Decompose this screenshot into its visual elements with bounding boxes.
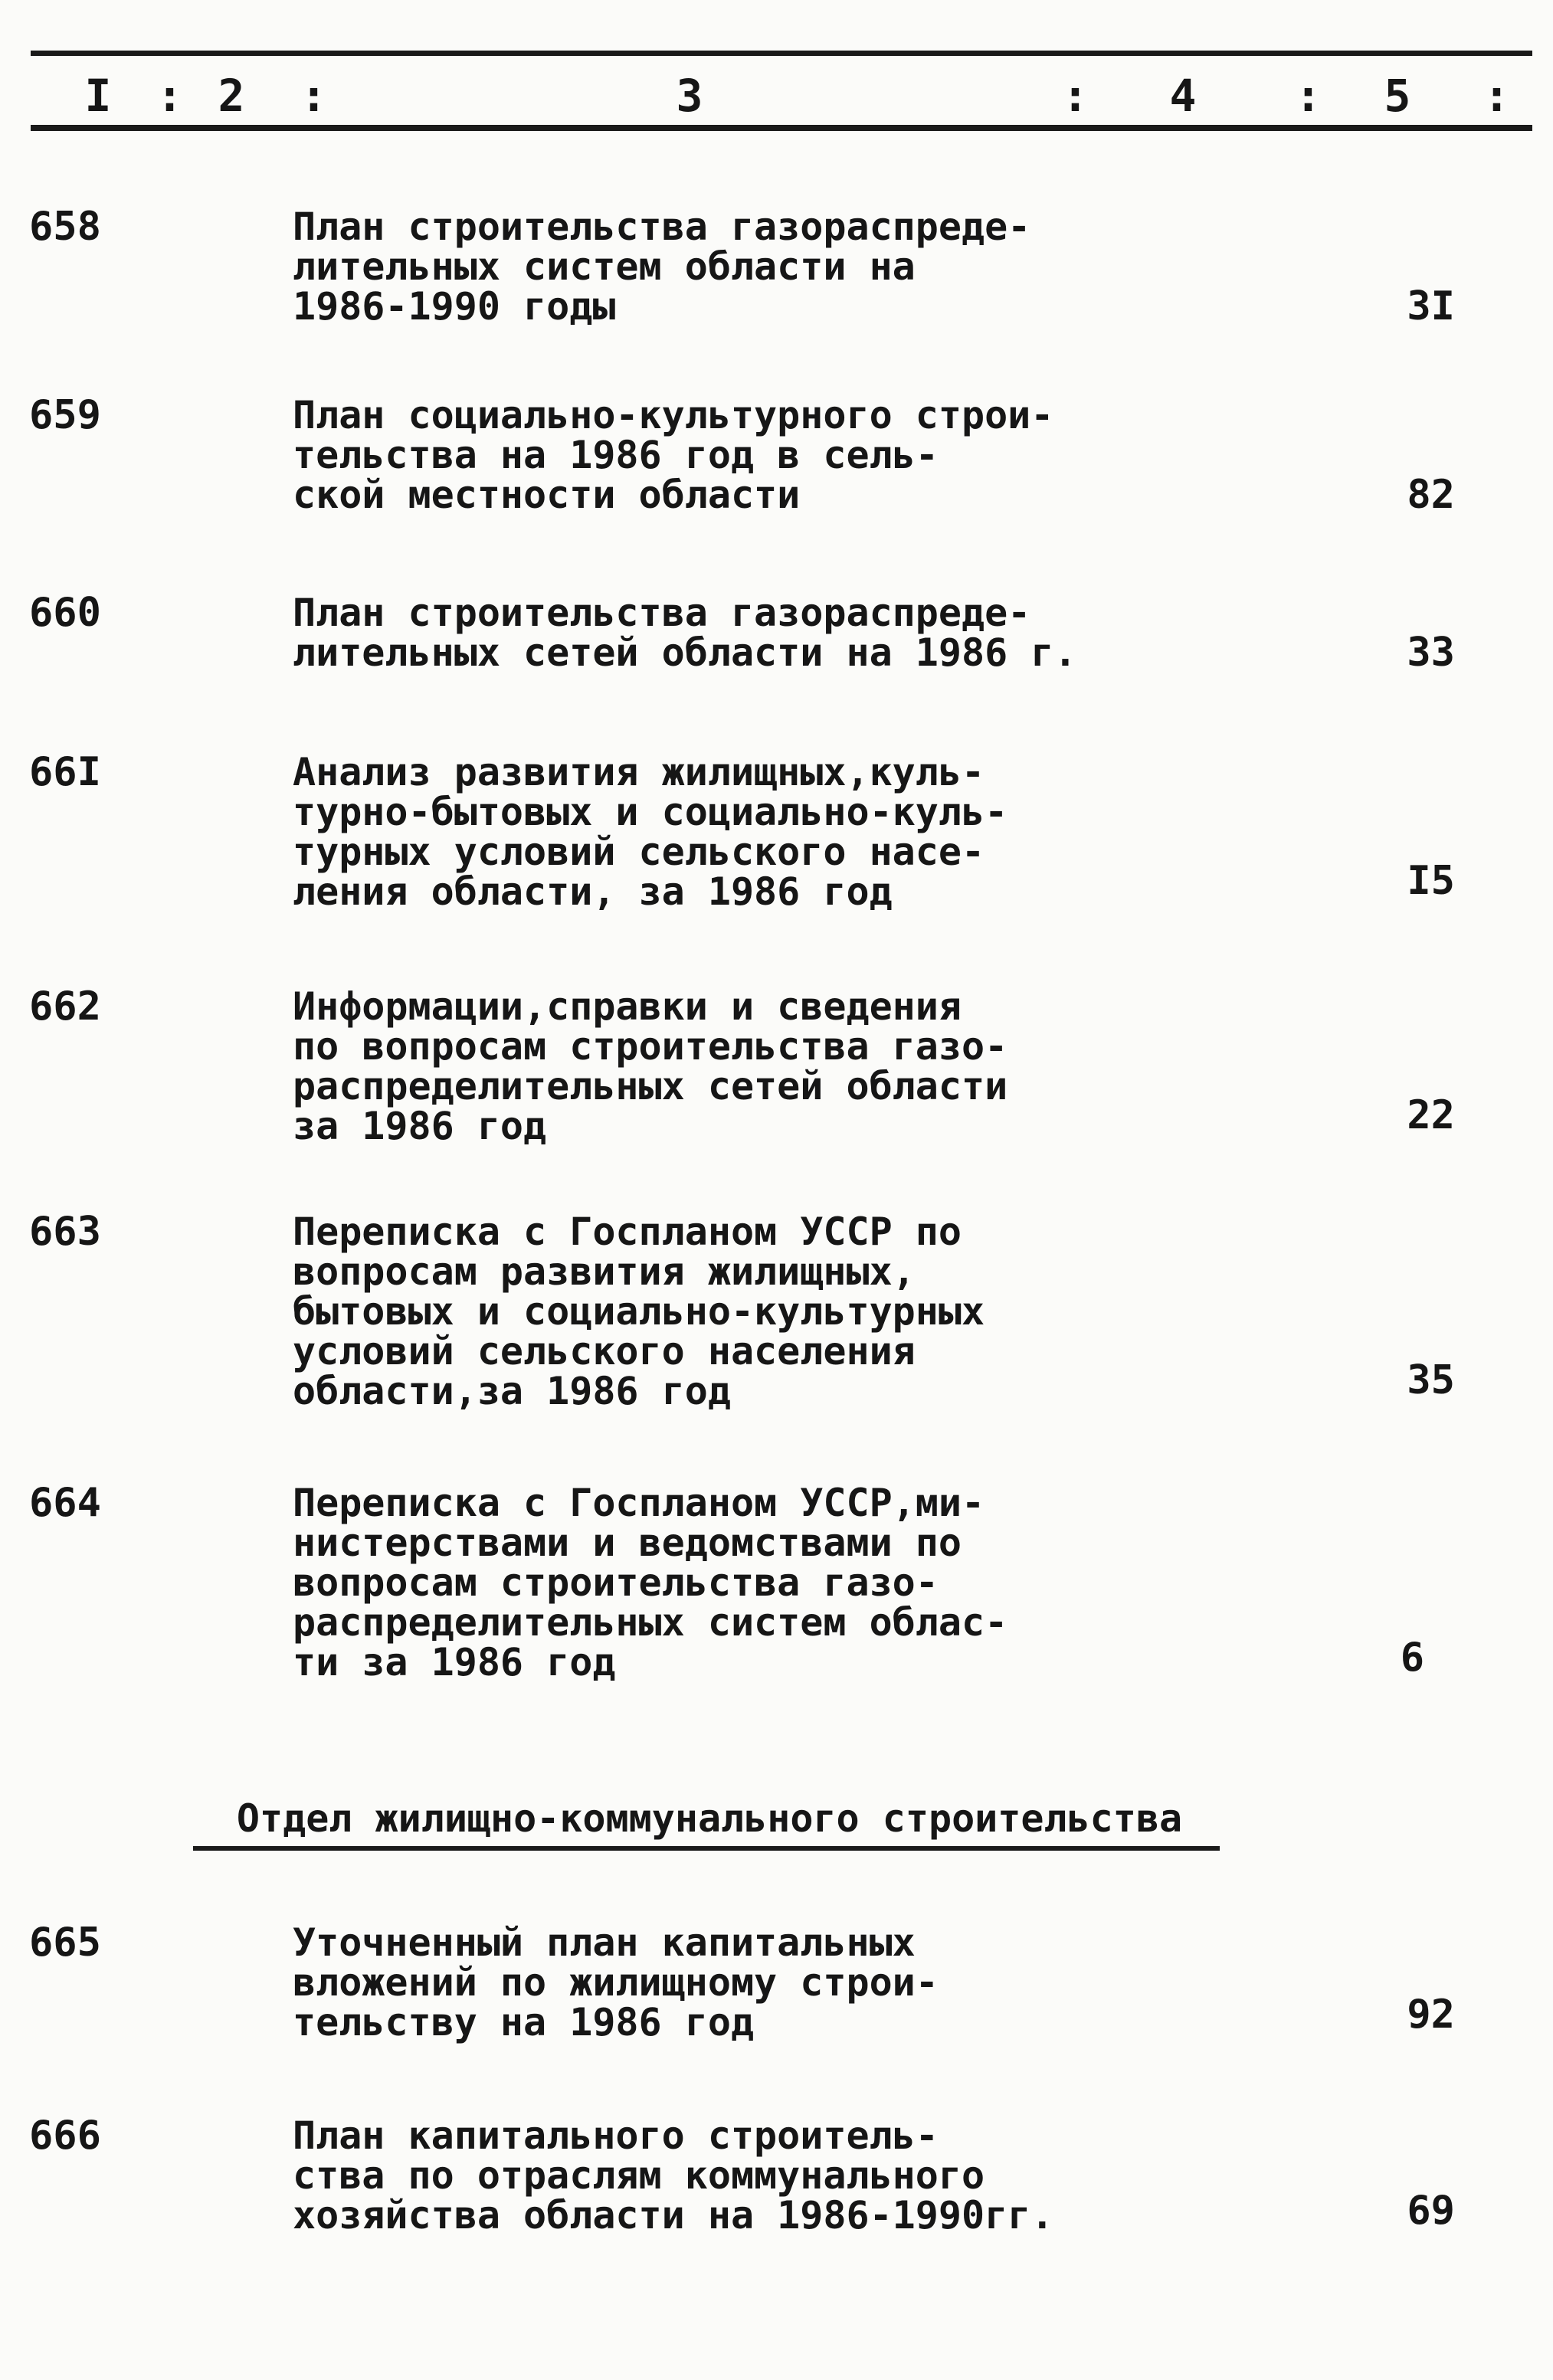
entry-number: 66I	[29, 749, 101, 795]
entry-number: 665	[29, 1920, 101, 1966]
header-top-rule	[31, 51, 1532, 56]
entry-title-line: вопросам строительства газо-	[293, 1560, 939, 1605]
entry-title-line: План капитального строитель-	[293, 2113, 939, 2158]
entry-title-line: области,за 1986 год	[293, 1369, 731, 1413]
entry-title	[293, 2113, 1151, 2238]
entry-title-line: Информации,справки и сведения	[293, 984, 962, 1029]
entry-title	[293, 395, 1151, 515]
entry-title	[293, 984, 1151, 1148]
entry-title	[293, 593, 1151, 673]
entry-number: 662	[29, 984, 101, 1030]
entry-title	[293, 1920, 1151, 2044]
section-heading: Отдел жилищно-коммунального строительства	[236, 1796, 1183, 1841]
entry-title-line: лительных систем области на	[293, 244, 916, 289]
section-heading-underline	[193, 1846, 1220, 1851]
entry-title	[293, 752, 1151, 912]
entry-number: 660	[29, 590, 101, 636]
column-separator: :	[300, 70, 327, 122]
entry-title-line: условий сельского населения	[293, 1329, 916, 1373]
entry-title-line: Переписка с Госпланом УССР,ми-	[293, 1481, 985, 1525]
entry-title-line: ти за 1986 год	[293, 1640, 616, 1684]
entry-title-line: ской местности области	[293, 473, 801, 517]
entry-sheet-count: 22	[1407, 1092, 1455, 1138]
entry-number: 664	[29, 1480, 101, 1526]
entry-title-line: распределительных систем облас-	[293, 1600, 1008, 1645]
entry-title-line: План строительства газораспреде-	[293, 205, 1031, 249]
column-separator: :	[1483, 70, 1510, 122]
entry-title-line: нистерствами и ведомствами по	[293, 1521, 962, 1565]
entry-title-line: по вопросам строительства газо-	[293, 1024, 1008, 1069]
entry-title-line: План строительства газораспреде-	[293, 591, 1031, 635]
entry-title-line: бытовых и социально-культурных	[293, 1289, 985, 1334]
entry-number: 658	[29, 204, 101, 250]
entry-title-line: хозяйства области на 1986-1990гг.	[293, 2193, 1054, 2238]
entry-title-line: Уточненный план капитальных	[293, 1920, 916, 1965]
entry-title	[293, 1483, 1151, 1682]
entry-title-line: распределительных сетей области	[293, 1064, 1008, 1108]
entry-title-line: ления области, за 1986 год	[293, 869, 893, 914]
entry-title	[293, 1212, 1151, 1411]
entry-title-line: Переписка с Госпланом УССР по	[293, 1210, 962, 1254]
entry-title-line: лительных сетей области на 1986 г.	[293, 630, 1077, 675]
entry-sheet-count: 6	[1400, 1635, 1424, 1681]
column-header-5: 5	[1384, 70, 1411, 122]
column-separator: :	[1062, 70, 1089, 122]
column-separator: :	[156, 70, 183, 122]
entry-sheet-count: 33	[1407, 630, 1455, 676]
column-header-3: 3	[676, 70, 703, 122]
entry-sheet-count: 35	[1407, 1357, 1455, 1403]
entry-title	[293, 205, 1151, 329]
entry-sheet-count: 69	[1407, 2188, 1455, 2234]
entry-title-line: за 1986 год	[293, 1104, 547, 1148]
column-header-2: 2	[218, 70, 245, 122]
entry-sheet-count: I5	[1407, 858, 1455, 904]
header-bottom-rule	[31, 125, 1532, 131]
column-header-4: 4	[1169, 70, 1197, 122]
entry-sheet-count: 3I	[1407, 283, 1455, 329]
entry-title-line: турных условий сельского насе-	[293, 830, 985, 874]
entry-title-line: тельства на 1986 год в сель-	[293, 433, 939, 477]
entry-title-line: 1986-1990 годы	[293, 284, 616, 329]
entry-title-line: ства по отраслям коммунального	[293, 2153, 985, 2198]
entry-title-line: вложений по жилищному строи-	[293, 1960, 939, 2005]
entry-sheet-count: 92	[1407, 1992, 1455, 2038]
entry-title-line: вопросам развития жилищных,	[293, 1249, 916, 1294]
entry-number: 663	[29, 1209, 101, 1255]
entry-title-line: План социально-культурного строи-	[293, 393, 1054, 437]
entry-sheet-count: 82	[1407, 472, 1455, 518]
entry-number: 659	[29, 392, 101, 438]
entry-title-line: тельству на 1986 год	[293, 2000, 755, 2044]
column-separator: :	[1295, 70, 1322, 122]
entry-number: 666	[29, 2113, 101, 2159]
column-header-1: I	[84, 70, 112, 122]
entry-title-line: турно-бытовых и социально-куль-	[293, 790, 1008, 834]
entry-title-line: Анализ развития жилищных,куль-	[293, 750, 985, 794]
